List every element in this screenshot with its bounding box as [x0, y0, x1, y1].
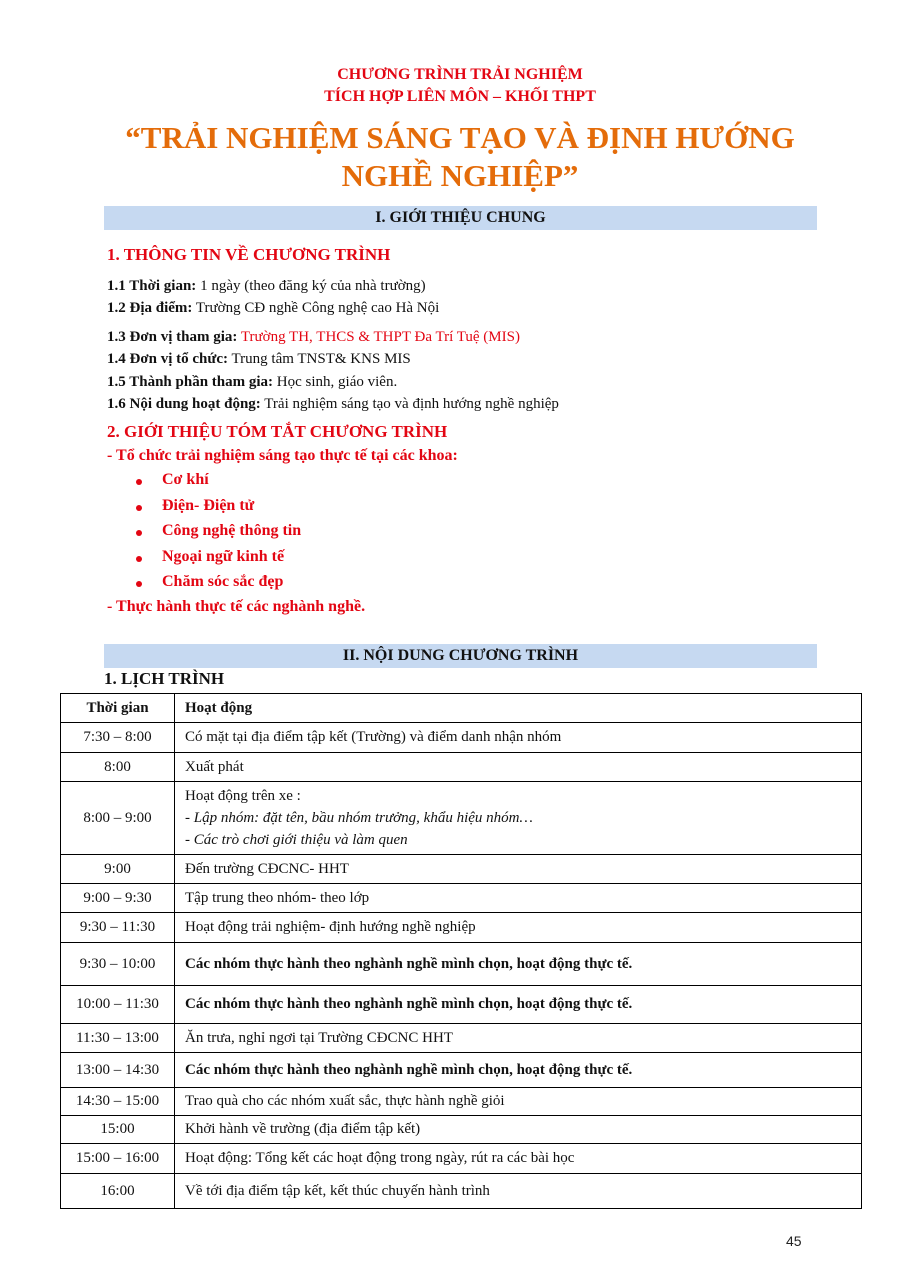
bullet-dot	[136, 530, 142, 536]
page-title-line1: “TRẢI NGHIỆM SÁNG TẠO VÀ ĐỊNH HƯỚNG	[125, 120, 795, 155]
time-cell: 9:00 – 9:30	[61, 884, 175, 913]
table-row	[61, 753, 862, 782]
schedule-table	[60, 693, 862, 1209]
activity-cell: Các nhóm thực hành theo nghành nghề mình chọn, hoạt động thực tế.	[175, 943, 862, 986]
bullet-item: Chăm sóc sắc đẹp	[162, 573, 284, 590]
time-cell: 9:30 – 10:00	[61, 943, 175, 986]
bullet-item: Cơ khí	[162, 471, 209, 488]
activity-cell: Xuất phát	[175, 753, 862, 782]
summary-closing: - Thực hành thực tế các nghành nghề.	[107, 598, 366, 615]
program-summary-heading: 2. GIỚI THIỆU TÓM TẮT CHƯƠNG TRÌNH	[107, 422, 448, 441]
time-cell: 9:30 – 11:30	[61, 913, 175, 943]
table-row	[61, 986, 862, 1024]
info-line-organizer: 1.4 Đơn vị tổ chức: Trung tâm TNST& KNS MIS	[107, 351, 411, 367]
activity-cell: Có mặt tại địa điểm tập kết (Trường) và điểm danh nhận nhóm	[175, 723, 862, 753]
table-row	[61, 943, 862, 986]
table-row	[61, 1088, 862, 1116]
info-line-content: 1.6 Nội dung hoạt động: Trải nghiệm sáng tạo và định hướng nghề nghiệp	[107, 396, 559, 412]
activity-cell: Khởi hành về trường (địa điểm tập kết)	[175, 1116, 862, 1144]
table-row	[61, 884, 862, 913]
page-title-line2: NGHỀ NGHIỆP”	[341, 158, 579, 193]
info-line-participants: 1.5 Thành phần tham gia: Học sinh, giáo viên.	[107, 374, 398, 390]
activity-cell: Trao quà cho các nhóm xuất sắc, thực hành nghề giỏi	[175, 1088, 862, 1116]
program-scope: TÍCH HỢP LIÊN MÔN – KHỐI THPT	[324, 88, 596, 105]
time-cell: 11:30 – 13:00	[61, 1024, 175, 1053]
bullet-item: Ngoại ngữ kinh tế	[162, 548, 285, 565]
activity-cell: Các nhóm thực hành theo nghành nghề mình chọn, hoạt động thực tế.	[175, 1053, 862, 1088]
activity-cell: Tập trung theo nhóm- theo lớp	[175, 884, 862, 913]
activity-cell: Đến trường CĐCNC- HHT	[175, 855, 862, 884]
program-label: CHƯƠNG TRÌNH TRẢI NGHIỆM	[337, 66, 583, 83]
table-row	[61, 1053, 862, 1088]
info-line-location: 1.2 Địa điểm: Trường CĐ nghề Công nghệ cao Hà Nội	[107, 300, 440, 316]
time-cell: 16:00	[61, 1174, 175, 1209]
time-cell: 15:00	[61, 1116, 175, 1144]
summary-intro: - Tổ chức trải nghiệm sáng tạo thực tế tại các khoa:	[107, 447, 458, 464]
table-row	[61, 1024, 862, 1053]
activity-cell: Về tới địa điểm tập kết, kết thúc chuyến hành trình	[175, 1174, 862, 1209]
table-row	[61, 782, 862, 855]
time-cell: 13:00 – 14:30	[61, 1053, 175, 1088]
bullet-item: Điện- Điện tử	[162, 497, 255, 514]
column-header-activity: Hoạt động	[175, 694, 862, 723]
activity-title: Hoạt động trên xe :	[185, 788, 301, 804]
time-cell: 8:00 – 9:00	[61, 782, 175, 855]
activity-cell: Hoạt động trải nghiệm- định hướng nghề nghiệp	[175, 913, 862, 943]
activity-detail: - Các trò chơi giới thiệu và làm quen	[185, 832, 408, 848]
table-row	[61, 723, 862, 753]
activity-cell	[175, 782, 862, 855]
section-band-intro: I. GIỚI THIỆU CHUNG	[104, 206, 817, 230]
bullet-item: Công nghệ thông tin	[162, 522, 302, 539]
schedule-heading: 1. LỊCH TRÌNH	[104, 669, 225, 688]
time-cell: 14:30 – 15:00	[61, 1088, 175, 1116]
table-row	[61, 1174, 862, 1209]
section-band-content: II. NỘI DUNG CHƯƠNG TRÌNH	[104, 644, 817, 668]
column-header-time: Thời gian	[61, 694, 175, 723]
bullet-dot	[136, 505, 142, 511]
time-cell: 15:00 – 16:00	[61, 1144, 175, 1174]
time-cell: 8:00	[61, 753, 175, 782]
activity-detail: - Lập nhóm: đặt tên, bầu nhóm trưởng, khẩu hiệu nhóm…	[185, 810, 533, 826]
bullet-dot	[136, 479, 142, 485]
bullet-dot	[136, 556, 142, 562]
table-row	[61, 913, 862, 943]
activity-cell: Các nhóm thực hành theo nghành nghề mình chọn, hoạt động thực tế.	[175, 986, 862, 1024]
table-header-row	[61, 694, 862, 723]
page-number: 45	[786, 1233, 802, 1249]
info-line-time: 1.1 Thời gian: 1 ngày (theo đăng ký của nhà trường)	[107, 278, 426, 294]
activity-cell: Hoạt động: Tổng kết các hoạt động trong ngày, rút ra các bài học	[175, 1144, 862, 1174]
time-cell: 10:00 – 11:30	[61, 986, 175, 1024]
table-row	[61, 855, 862, 884]
table-row	[61, 1116, 862, 1144]
program-info-heading: 1. THÔNG TIN VỀ CHƯƠNG TRÌNH	[107, 245, 391, 264]
table-row	[61, 1144, 862, 1174]
bullet-dot	[136, 581, 142, 587]
info-line-participant-unit: 1.3 Đơn vị tham gia: Trường TH, THCS & THPT Đa Trí Tuệ (MIS)	[107, 329, 520, 345]
time-cell: 9:00	[61, 855, 175, 884]
activity-cell: Ăn trưa, nghỉ ngơi tại Trường CĐCNC HHT	[175, 1024, 862, 1053]
time-cell: 7:30 – 8:00	[61, 723, 175, 753]
